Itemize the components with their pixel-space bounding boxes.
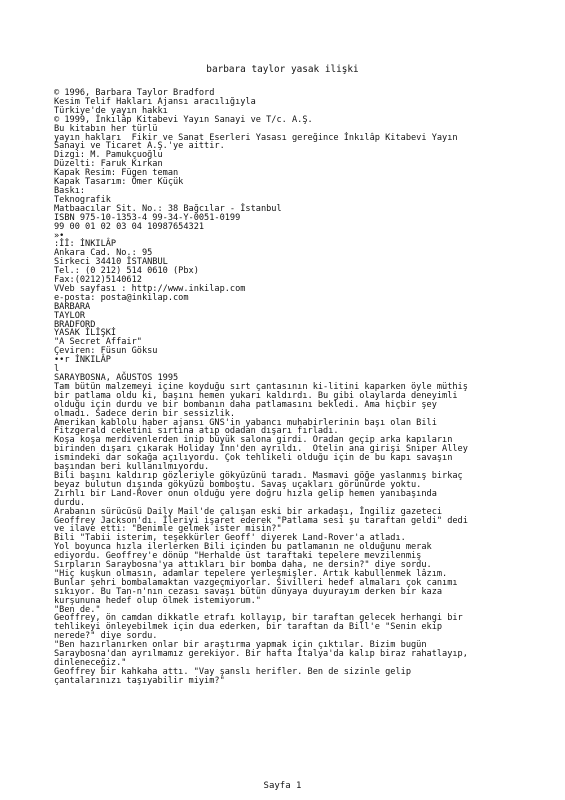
text-line: "A Secret Affair"	[54, 337, 142, 348]
text-line: Koşa koşa merdivenlerden inip büyük salona girdi. Oradan geçip arka kapıların	[54, 435, 453, 446]
text-line: ve ilave etti: "Benimle gelmek ister misin?"	[54, 524, 282, 535]
text-line: olmadı. Sadece derin bir sessizlik.	[54, 408, 236, 419]
text-line: Bunlar şehri bombalamaktan vazgeçmiyorlar. Sivilleri hedef almaları çok canımı	[54, 577, 458, 588]
text-line: Arabanın sürücüsü Daily Mail'de çalışan eski bir arkadaşı, İngiliz gazeteci	[54, 506, 443, 517]
text-line: ••r İNKILÂP	[54, 355, 111, 366]
text-line: Tel.: (0 212) 514 0610 (Pbx)	[54, 266, 199, 277]
text-line: başından beri kullanılmıyordu.	[54, 462, 210, 473]
text-line: tehlikeyi önleyebilmek için dua ederken, bir taraftan da Bill'e "Senin ekip	[54, 622, 443, 633]
document-body	[54, 89, 524, 686]
text-line: çantalarınızı taşıyabilir miyim?"	[54, 675, 225, 686]
text-line: Baskı:	[54, 185, 86, 196]
page-title: barbara taylor yasak ilişki	[206, 64, 359, 75]
text-line: ISBN 975-10-1353-4 99-34-Y-0051-0199	[54, 212, 241, 223]
text-line: Geoffrey Jackson'dı. İleriyi işaret ederek "Patlama sesi şu taraftan geldi" dedi	[54, 515, 468, 526]
text-line: "Hiç kuşkun olmasın, adamlar tepelere yerleşmişler. Artık kabullenmek lâzım.	[54, 568, 448, 579]
text-line: bir patlama oldu ki, başını hemen yukarı kaldırdı. Bu gibi olaylarda deneyimli	[54, 390, 458, 401]
text-line: sıkıyor. Bu Tan-n'nın cezası savaşı bütün dünyaya duyurayım derken bir kaza	[54, 586, 443, 597]
text-line: Geoffrey, ön camdan dikkatle etrafı kollayıp, bir taraftan gelecek herhangi bir	[54, 613, 463, 624]
text-line: olduğu için durdu ve bir bombanın daha patlamasını bekledi. Ama hiçbir şey	[54, 399, 437, 410]
text-line: Kapak Resim: Fügen teman	[54, 168, 179, 179]
text-line: dinleneceğiz."	[54, 658, 127, 668]
text-line: yayın hakları Fikir ve Sanat Eserleri Yasası gereğince İnkılâp Kitabevi Yayın	[54, 132, 458, 143]
text-line: Kapak Tasarım: Ömer Küçük	[54, 177, 184, 188]
text-line: nerede?" diye sordu.	[54, 631, 158, 642]
text-line: Düzelti: Faruk Kırkan	[54, 159, 163, 170]
text-line: Dizgi: M. Pamukçuoğlu	[54, 150, 163, 161]
text-line: Bili başını kaldırıp gözleriyle gökyüzünü taradı. Masmavi göğe yaslanmış birkaç	[54, 470, 463, 481]
text-line: »•	[54, 230, 65, 241]
text-line: "Ben de."	[54, 604, 101, 615]
text-line: Bu kitabın her türlü	[54, 123, 158, 134]
page-number: Sayfa 1	[263, 781, 302, 791]
text-line: Ankara Cad. No.: 95	[54, 248, 153, 259]
text-line: Yol boyunca hızla ilerlerken Bili içinden bu patlamanın ne olduğunu merak	[54, 542, 432, 553]
text-line: Saraybosna'dan ayrılmamız gerekiyor. Bir hafta İtalya'da kalıp biraz rahatlayıp,	[54, 649, 468, 660]
text-line: kurşununa hedef olup ölmek istemiyorum."	[54, 595, 261, 606]
text-line: BARBARA	[54, 301, 91, 312]
text-line: SARAYBOSNA, AĞUSTOS 1995	[54, 373, 179, 383]
text-line: YASAK İLİŞKİ	[54, 328, 117, 339]
text-line: Bili "Tabii isterim, teşekkürler Geoff' diyerek Land-Rover'a atladı.	[54, 533, 406, 544]
text-line: BRADFORD	[54, 319, 96, 330]
text-line: VVeb sayfası : http://www.inkilap.com	[54, 283, 246, 294]
text-line: Sirkeci 34410 İSTANBUL	[54, 257, 168, 268]
text-line: Sanayi ve Ticaret A.Ş.'ye aittir.	[54, 141, 225, 152]
text-line: Matbaacılar Sit. No.: 38 Bağcılar - İstanbul	[54, 203, 282, 214]
text-line: © 1996, Barbara Taylor Bradford	[54, 88, 215, 98]
text-line: Tam bütün malzemeyi içine koyduğu sırt çantasının ki-litini kaparken öyle müthiş	[54, 381, 468, 392]
text-line: Fax:(0212)5140612	[54, 275, 142, 286]
text-line: Sırpların Saraybosna'ya attıkları bir bomba daha, ne dersin?" diye sordu.	[54, 560, 432, 571]
text-line: Türkiye'de yayın hakkı	[54, 105, 168, 116]
text-line: ediyordu. Geoffrey'e dönüp "Herhalde üst taraftaki tepelere mevzilenmiş	[54, 551, 422, 562]
text-line: Geoffrey bir kahkaha attı. "Vay şanslı herifler. Ben de sizinle gelip	[54, 666, 411, 677]
text-line: e-posta: posta@inkilap.com	[54, 292, 189, 303]
text-line: durdu.	[54, 497, 86, 508]
text-line: l	[54, 364, 60, 375]
text-line: :İİ: İNKILÂP	[54, 239, 117, 250]
text-line: beyaz bulutun dışında gökyüzü bomboştu. Savaş uçakları görünürde yoktu.	[54, 479, 422, 490]
text-line: © 1999, İnkılâp Kitabevi Yayın Sanayi ve T/c. A.Ş.	[54, 114, 313, 125]
text-line: TAYLOR	[54, 310, 86, 321]
text-line: "Ben hazırlanırken onlar bir araştırma yapmak için çıktılar. Bizim bugün	[54, 640, 427, 651]
text-line: Çeviren: Füsun Göksu	[54, 346, 158, 357]
text-line: Amerikan kablolu haber ajansı GNS'in yabancı muhabirlerinin başı olan Bili	[54, 417, 437, 428]
text-line: Fitzgerald ceketini sırtına atıp odadan dışarı fırladı.	[54, 426, 339, 437]
text-line: Kesim Telif Hakları Ajansı aracılığıyla	[54, 96, 256, 107]
text-line: Zırhlı bir Land-Rover onun olduğu yere doğru hızla gelip hemen yanıbaşında	[54, 488, 437, 499]
text-line: Teknografik	[54, 194, 111, 205]
text-line: birinden dışarı çıkarak Holiday Inn'den ayrıldı. Otelin ana girişi Sniper Alley	[54, 444, 468, 455]
text-line: ismindeki dar sokağa açılıyordu. Çok tehlikeli olduğu için de bu kapı savaşın	[54, 453, 453, 464]
text-line: 99 00 01 02 03 04 10987654321	[54, 221, 205, 232]
